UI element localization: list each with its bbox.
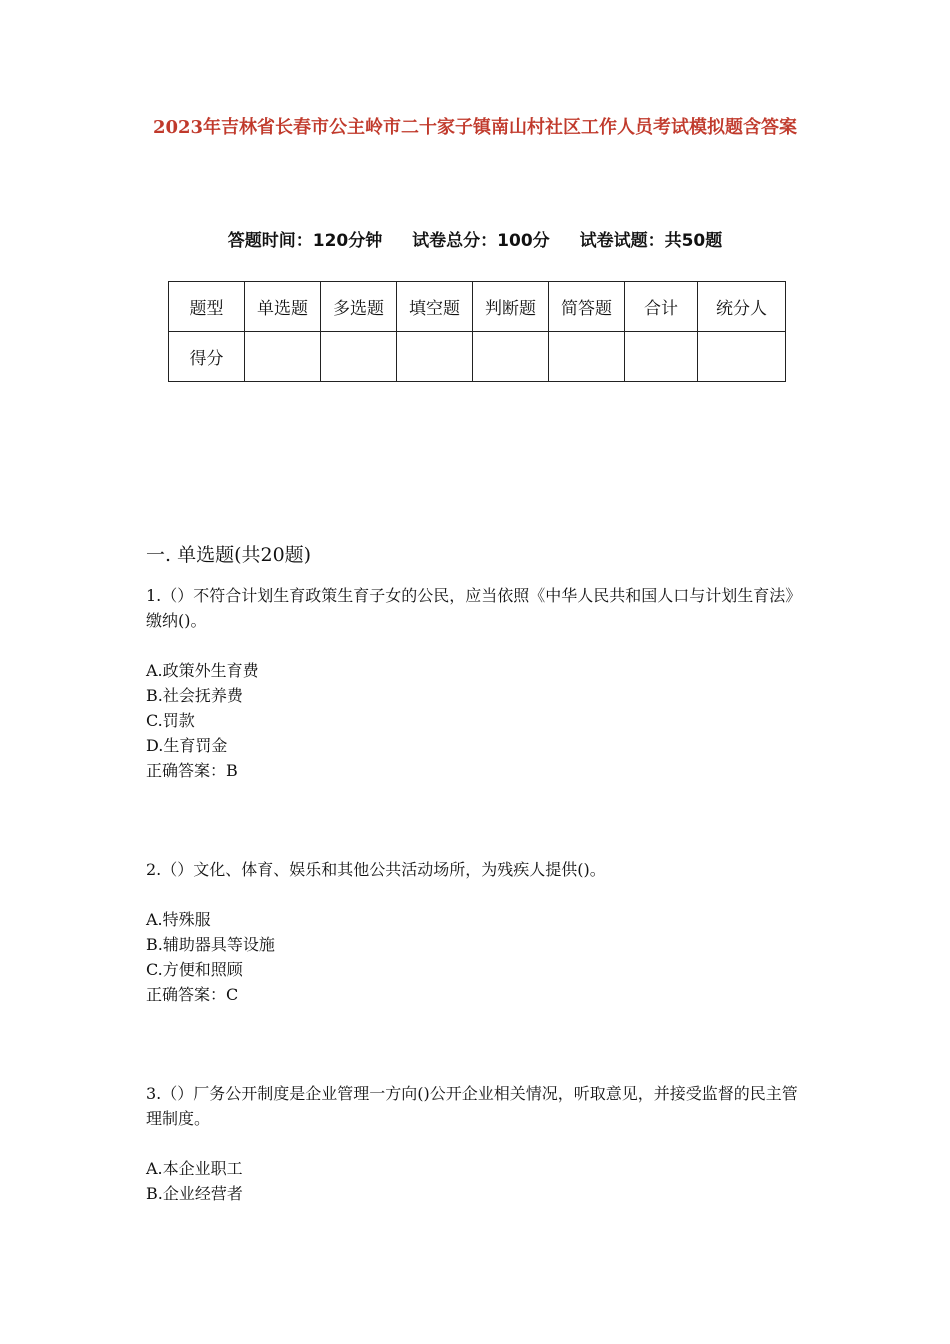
score-header-cell: 简答题 [549, 282, 625, 332]
question-option: A.政策外生育费 [146, 661, 259, 680]
score-header-cell: 题型 [169, 282, 245, 332]
question-2 [146, 857, 808, 1007]
document-title: 2023年吉林省长春市公主岭市二十家子镇南山村社区工作人员考试模拟题含答案 [152, 117, 798, 138]
question-option: A.特殊服 [146, 910, 211, 929]
score-header-cell: 多选题 [321, 282, 397, 332]
question-stem: 1.（）不符合计划生育政策生育子女的公民，应当依照《中华人民共和国人口与计划生育法》缴纳()。 [146, 586, 802, 630]
score-table-row [169, 332, 786, 382]
score-table [168, 281, 786, 382]
score-table-header-row [169, 282, 786, 332]
score-cell [321, 332, 397, 382]
question-stem: 3.（）厂务公开制度是企业管理一方向()公开企业相关情况，听取意见，并接受监督的民主管理制度。 [146, 1084, 798, 1128]
score-cell [473, 332, 549, 382]
score-header-cell: 统分人 [698, 282, 786, 332]
exam-question-count: 试卷试题：共50题 [579, 231, 723, 251]
question-option: C.方便和照顾 [146, 960, 243, 979]
question-option: A.本企业职工 [146, 1159, 243, 1178]
question-3 [146, 1081, 808, 1206]
question-answer: 正确答案：C [146, 985, 239, 1004]
exam-time: 答题时间：120分钟 [227, 231, 383, 251]
score-cell [245, 332, 321, 382]
question-option: D.生育罚金 [146, 736, 228, 755]
score-cell [625, 332, 698, 382]
score-header-cell: 填空题 [397, 282, 473, 332]
score-header-cell: 判断题 [473, 282, 549, 332]
question-option: C.罚款 [146, 711, 195, 730]
question-option: B.辅助器具等设施 [146, 935, 275, 954]
question-1 [146, 583, 808, 783]
question-answer: 正确答案：B [146, 761, 238, 780]
score-row-label: 得分 [169, 332, 245, 382]
question-option: B.企业经营者 [146, 1184, 243, 1203]
exam-total-score: 试卷总分：100分 [412, 231, 550, 251]
exam-meta [0, 226, 950, 251]
score-cell [397, 332, 473, 382]
section-title: 一. 单选题(共20题) [146, 544, 312, 566]
question-option: B.社会抚养费 [146, 686, 243, 705]
score-cell [549, 332, 625, 382]
score-cell [698, 332, 786, 382]
question-stem: 2.（）文化、体育、娱乐和其他公共活动场所，为残疾人提供()。 [146, 860, 606, 879]
score-header-cell: 单选题 [245, 282, 321, 332]
score-header-cell: 合计 [625, 282, 698, 332]
